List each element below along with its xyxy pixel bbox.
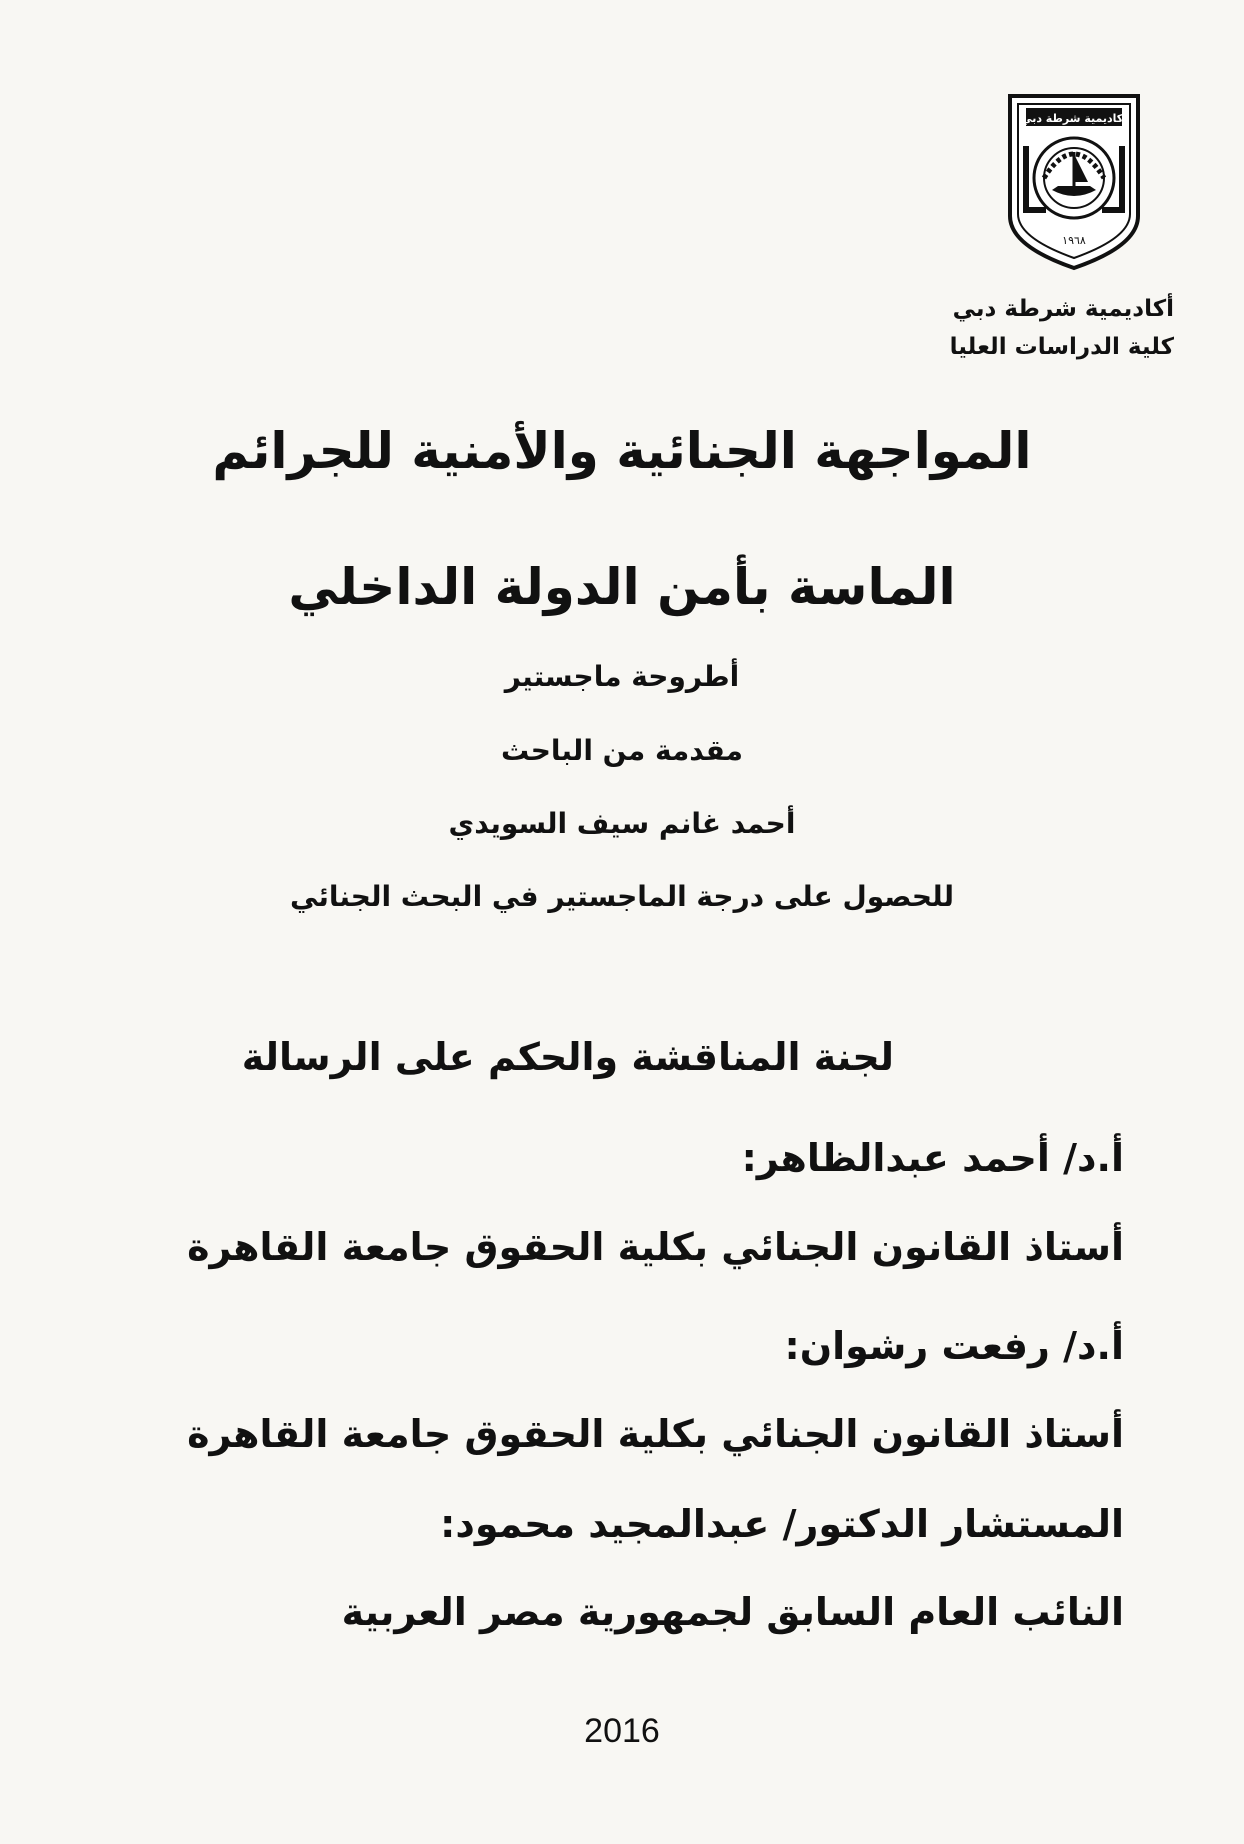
degree-statement: للحصول على درجة الماجستير في البحث الجنائي [289, 880, 955, 913]
committee-member-title: النائب العام السابق لجمهورية مصر العربية [341, 1590, 1124, 1634]
thesis-type: أطروحة ماجستير [504, 660, 740, 693]
committee-heading: لجنة المناقشة والحكم على الرسالة [241, 1035, 894, 1079]
committee-member-name: المستشار الدكتور/ عبدالمجيد محمود: [440, 1502, 1124, 1546]
logo-year-text: ١٩٦٨ [1062, 234, 1086, 247]
presented-by: مقدمة من الباحث [501, 734, 743, 767]
college-name: كلية الدراسات العليا [949, 334, 1174, 360]
institution-block [950, 290, 1174, 366]
thesis-title-line-1: المواجهة الجنائية والأمنية للجرائم [212, 422, 1032, 480]
researcher-name: أحمد غانم سيف السويدي [448, 807, 796, 840]
committee-member-title: أستاذ القانون الجنائي بكلية الحقوق جامعة القاهرة [187, 1412, 1124, 1456]
committee-member-title: أستاذ القانون الجنائي بكلية الحقوق جامعة القاهرة [187, 1225, 1124, 1269]
publication-year: 2016 [584, 1712, 660, 1750]
academy-name: أكاديمية شرطة دبي [952, 296, 1174, 322]
thesis-title-line-2: الماسة بأمن الدولة الداخلي [288, 558, 956, 616]
committee-member-name: أ.د/ أحمد عبدالظاهر: [741, 1136, 1124, 1180]
dubai-police-academy-emblem-icon [1002, 86, 1146, 274]
committee-member-name: أ.د/ رفعت رشوان: [784, 1324, 1124, 1368]
logo-banner-text: أكاديمية شرطة دبي [1021, 112, 1127, 125]
